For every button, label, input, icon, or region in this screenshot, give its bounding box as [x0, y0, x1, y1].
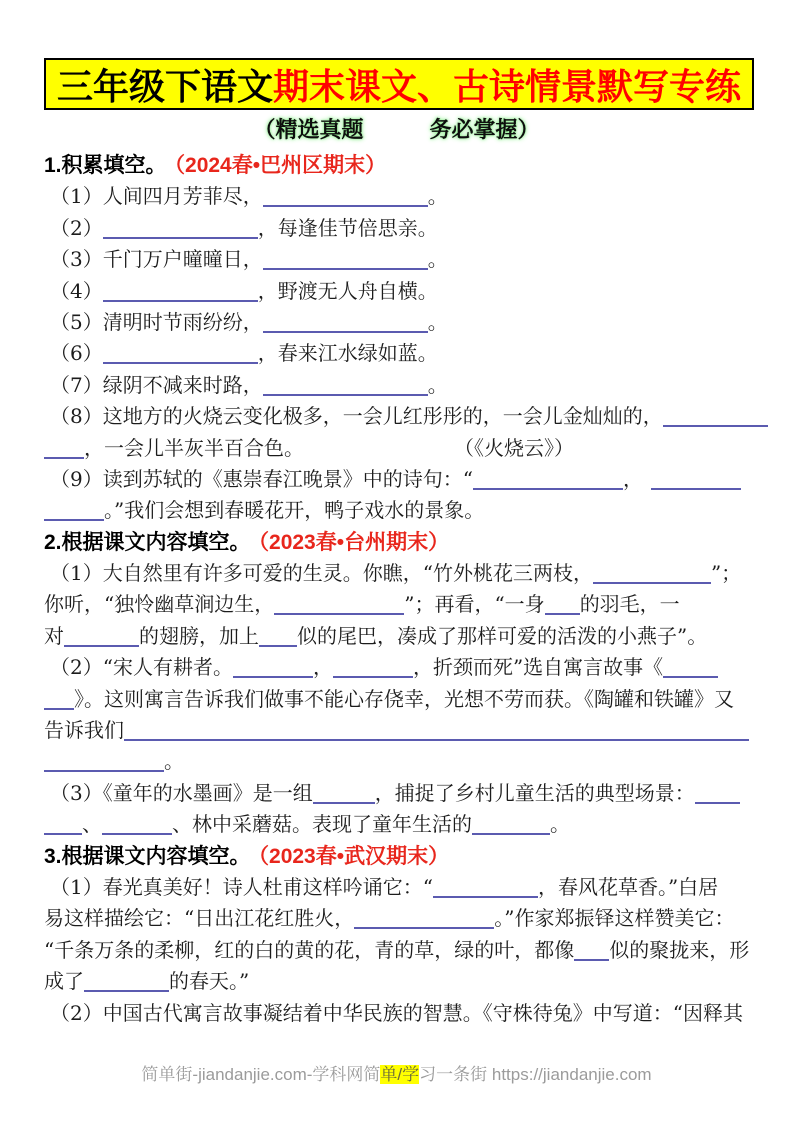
fill-blank	[44, 748, 164, 772]
heading-source-red: （2024春•巴州区期末）	[174, 154, 387, 177]
fill-blank	[472, 811, 550, 835]
text-run: 》。这则寓言告诉我们做事不能心存侥幸，光想不劳而获。《陶罐和铁罐》又	[74, 686, 734, 711]
text-line	[44, 935, 760, 966]
text-run: （1）人间四月芳菲尽，	[50, 184, 263, 209]
text-run: ，	[622, 466, 643, 491]
text-run: 对	[44, 623, 64, 648]
text-run: “千条万条的柔柳，红的白的黄的花，青的草，绿的叶，都像	[44, 937, 575, 962]
text-line	[44, 778, 760, 809]
text-run: （3）千门万户曈曈日，	[50, 247, 263, 272]
fill-blank	[313, 780, 375, 804]
text-run: 。	[427, 247, 448, 272]
footer-text-highlight: 单/学	[380, 1065, 420, 1084]
text-run: 告诉我们	[44, 718, 124, 743]
text-line	[44, 872, 760, 903]
section-heading	[44, 841, 760, 872]
text-line	[44, 401, 760, 432]
fill-blank	[263, 309, 428, 333]
text-run: （7）绿阴不减来时路，	[50, 372, 263, 397]
fill-blank	[574, 937, 609, 961]
text-run: （3）《童年的水墨画》是一组	[50, 780, 313, 805]
text-run: 。	[550, 812, 570, 837]
text-run: 的羽毛，一	[579, 592, 680, 617]
text-line	[44, 652, 760, 683]
fill-blank	[103, 215, 258, 239]
fill-blank	[124, 717, 749, 741]
text-line	[44, 684, 760, 715]
text-run: （9）读到苏轼的《惠崇春江晚景》中的诗句：“	[50, 466, 473, 491]
fill-blank	[651, 466, 741, 490]
fill-blank	[473, 466, 623, 490]
fill-blank	[263, 246, 428, 270]
footer-text-pre: 简单街-jiandanjie.com-学科网简	[141, 1065, 381, 1084]
text-run: ”；	[710, 561, 742, 586]
text-line	[44, 966, 760, 997]
text-line	[44, 338, 760, 369]
text-run: 的翅膀，加上	[139, 623, 259, 648]
heading-label: 3.根据课文内容填空。	[44, 844, 251, 868]
footer-watermark	[0, 1060, 793, 1085]
text-run: 、林中采蘑菇。表现了童年生活的	[172, 812, 472, 837]
fill-blank	[274, 591, 404, 615]
text-run: （1）大自然里有许多可爱的生灵。你瞧，“竹外桃花三两枝，	[50, 561, 593, 586]
text-run: 你听，“独怜幽草涧边生，	[44, 592, 275, 617]
text-line	[44, 809, 760, 840]
text-run: （2）中国古代寓言故事凝结着中华民族的智慧。《守株待兔》中写道：“因释其	[50, 1000, 743, 1025]
text-line	[44, 998, 760, 1029]
fill-blank	[545, 591, 580, 615]
fill-blank	[263, 372, 428, 396]
text-run: 。	[164, 749, 184, 774]
text-run: 的春天。”	[169, 969, 250, 994]
text-line	[44, 213, 760, 244]
fill-blank	[695, 780, 740, 804]
text-line	[44, 903, 760, 934]
fill-blank	[44, 497, 104, 521]
section-heading	[44, 527, 760, 558]
spacer	[304, 454, 454, 455]
fill-blank	[333, 654, 413, 678]
text-run: （《火烧云》）	[454, 435, 574, 460]
text-run: 易这样描绘它：“日出江花红胜火，	[44, 906, 355, 931]
fill-blank	[103, 340, 258, 364]
text-run: 。	[427, 372, 448, 397]
fill-blank	[663, 403, 768, 427]
fill-blank	[103, 278, 258, 302]
fill-blank	[44, 686, 74, 710]
text-run: （2）	[50, 215, 103, 240]
heading-label: 1.积累填空。	[44, 154, 167, 177]
text-run: （2）“宋人有耕者。	[50, 655, 233, 680]
text-run: ，春来江水绿如蓝。	[257, 341, 438, 366]
text-run: 、	[82, 812, 102, 837]
text-run: 。	[427, 184, 448, 209]
fill-blank	[593, 560, 711, 584]
fill-blank	[84, 968, 169, 992]
fill-blank	[102, 811, 172, 835]
fill-blank	[64, 623, 139, 647]
text-line	[44, 621, 760, 652]
footer-text-post: 习一条街 https://jiandanjie.com	[419, 1065, 652, 1084]
fill-blank	[44, 811, 82, 835]
banner-title-red: 期末课文、古诗情景默写专练	[273, 65, 742, 107]
text-line	[44, 715, 760, 746]
text-run: ，捕捉了乡村儿童生活的典型场景：	[374, 780, 695, 805]
text-line	[44, 495, 760, 526]
fill-blank	[354, 905, 494, 929]
text-run: （8）这地方的火烧云变化极多，一会儿红彤彤的，一会儿金灿灿的，	[50, 404, 663, 429]
text-line	[44, 307, 760, 338]
banner-title-black: 三年级下语文	[56, 65, 273, 107]
fill-blank	[433, 874, 538, 898]
text-run: 。”作家郑振铎这样赞美它：	[494, 906, 735, 931]
fill-blank	[233, 654, 313, 678]
text-run: （6）	[50, 341, 103, 366]
spacer	[643, 485, 651, 486]
text-run: 似的尾巴，凑成了那样可爱的活泼的小燕子”。	[297, 623, 708, 648]
heading-label: 2.根据课文内容填空。	[44, 530, 251, 554]
fill-blank	[44, 435, 84, 459]
fill-blank	[259, 623, 297, 647]
text-run: ，一会儿半灰半百合色。	[84, 435, 304, 460]
text-run: 。	[427, 309, 448, 334]
text-run: （1）春光真美好！诗人杜甫这样吟诵它：“	[50, 874, 433, 899]
heading-source-red: （2023春•台州期末）	[258, 530, 450, 554]
section-heading	[44, 150, 760, 181]
text-line	[44, 558, 760, 589]
text-line	[44, 276, 760, 307]
text-line	[44, 181, 760, 212]
title-banner	[44, 58, 754, 110]
text-run: ，折颈而死”选自寓言故事《	[412, 655, 664, 680]
text-run: 成了	[44, 969, 84, 994]
text-line	[44, 433, 760, 464]
text-run: 似的聚拢来，形	[609, 937, 750, 962]
fill-blank	[663, 654, 718, 678]
text-run: ，春风花草香。”白居	[537, 874, 719, 899]
worksheet-body	[44, 150, 760, 1029]
text-run: （4）	[50, 278, 103, 303]
text-run: ，野渡无人舟自横。	[257, 278, 438, 303]
text-line	[44, 464, 760, 495]
text-run: ，	[312, 655, 333, 680]
text-line	[44, 370, 760, 401]
text-run: 。”我们会想到春暖花开，鸭子戏水的景象。	[104, 498, 485, 523]
text-line	[44, 746, 760, 777]
text-line	[44, 589, 760, 620]
text-run: ”；再看，“一身	[404, 592, 545, 617]
text-line	[44, 244, 760, 275]
text-run: （5）清明时节雨纷纷，	[50, 309, 263, 334]
page-subtitle: （精选真题 务必掌握）	[253, 117, 540, 142]
fill-blank	[263, 183, 428, 207]
heading-source-red: （2023春•武汉期末）	[258, 844, 450, 868]
text-run: ，每逢佳节倍思亲。	[257, 215, 438, 240]
